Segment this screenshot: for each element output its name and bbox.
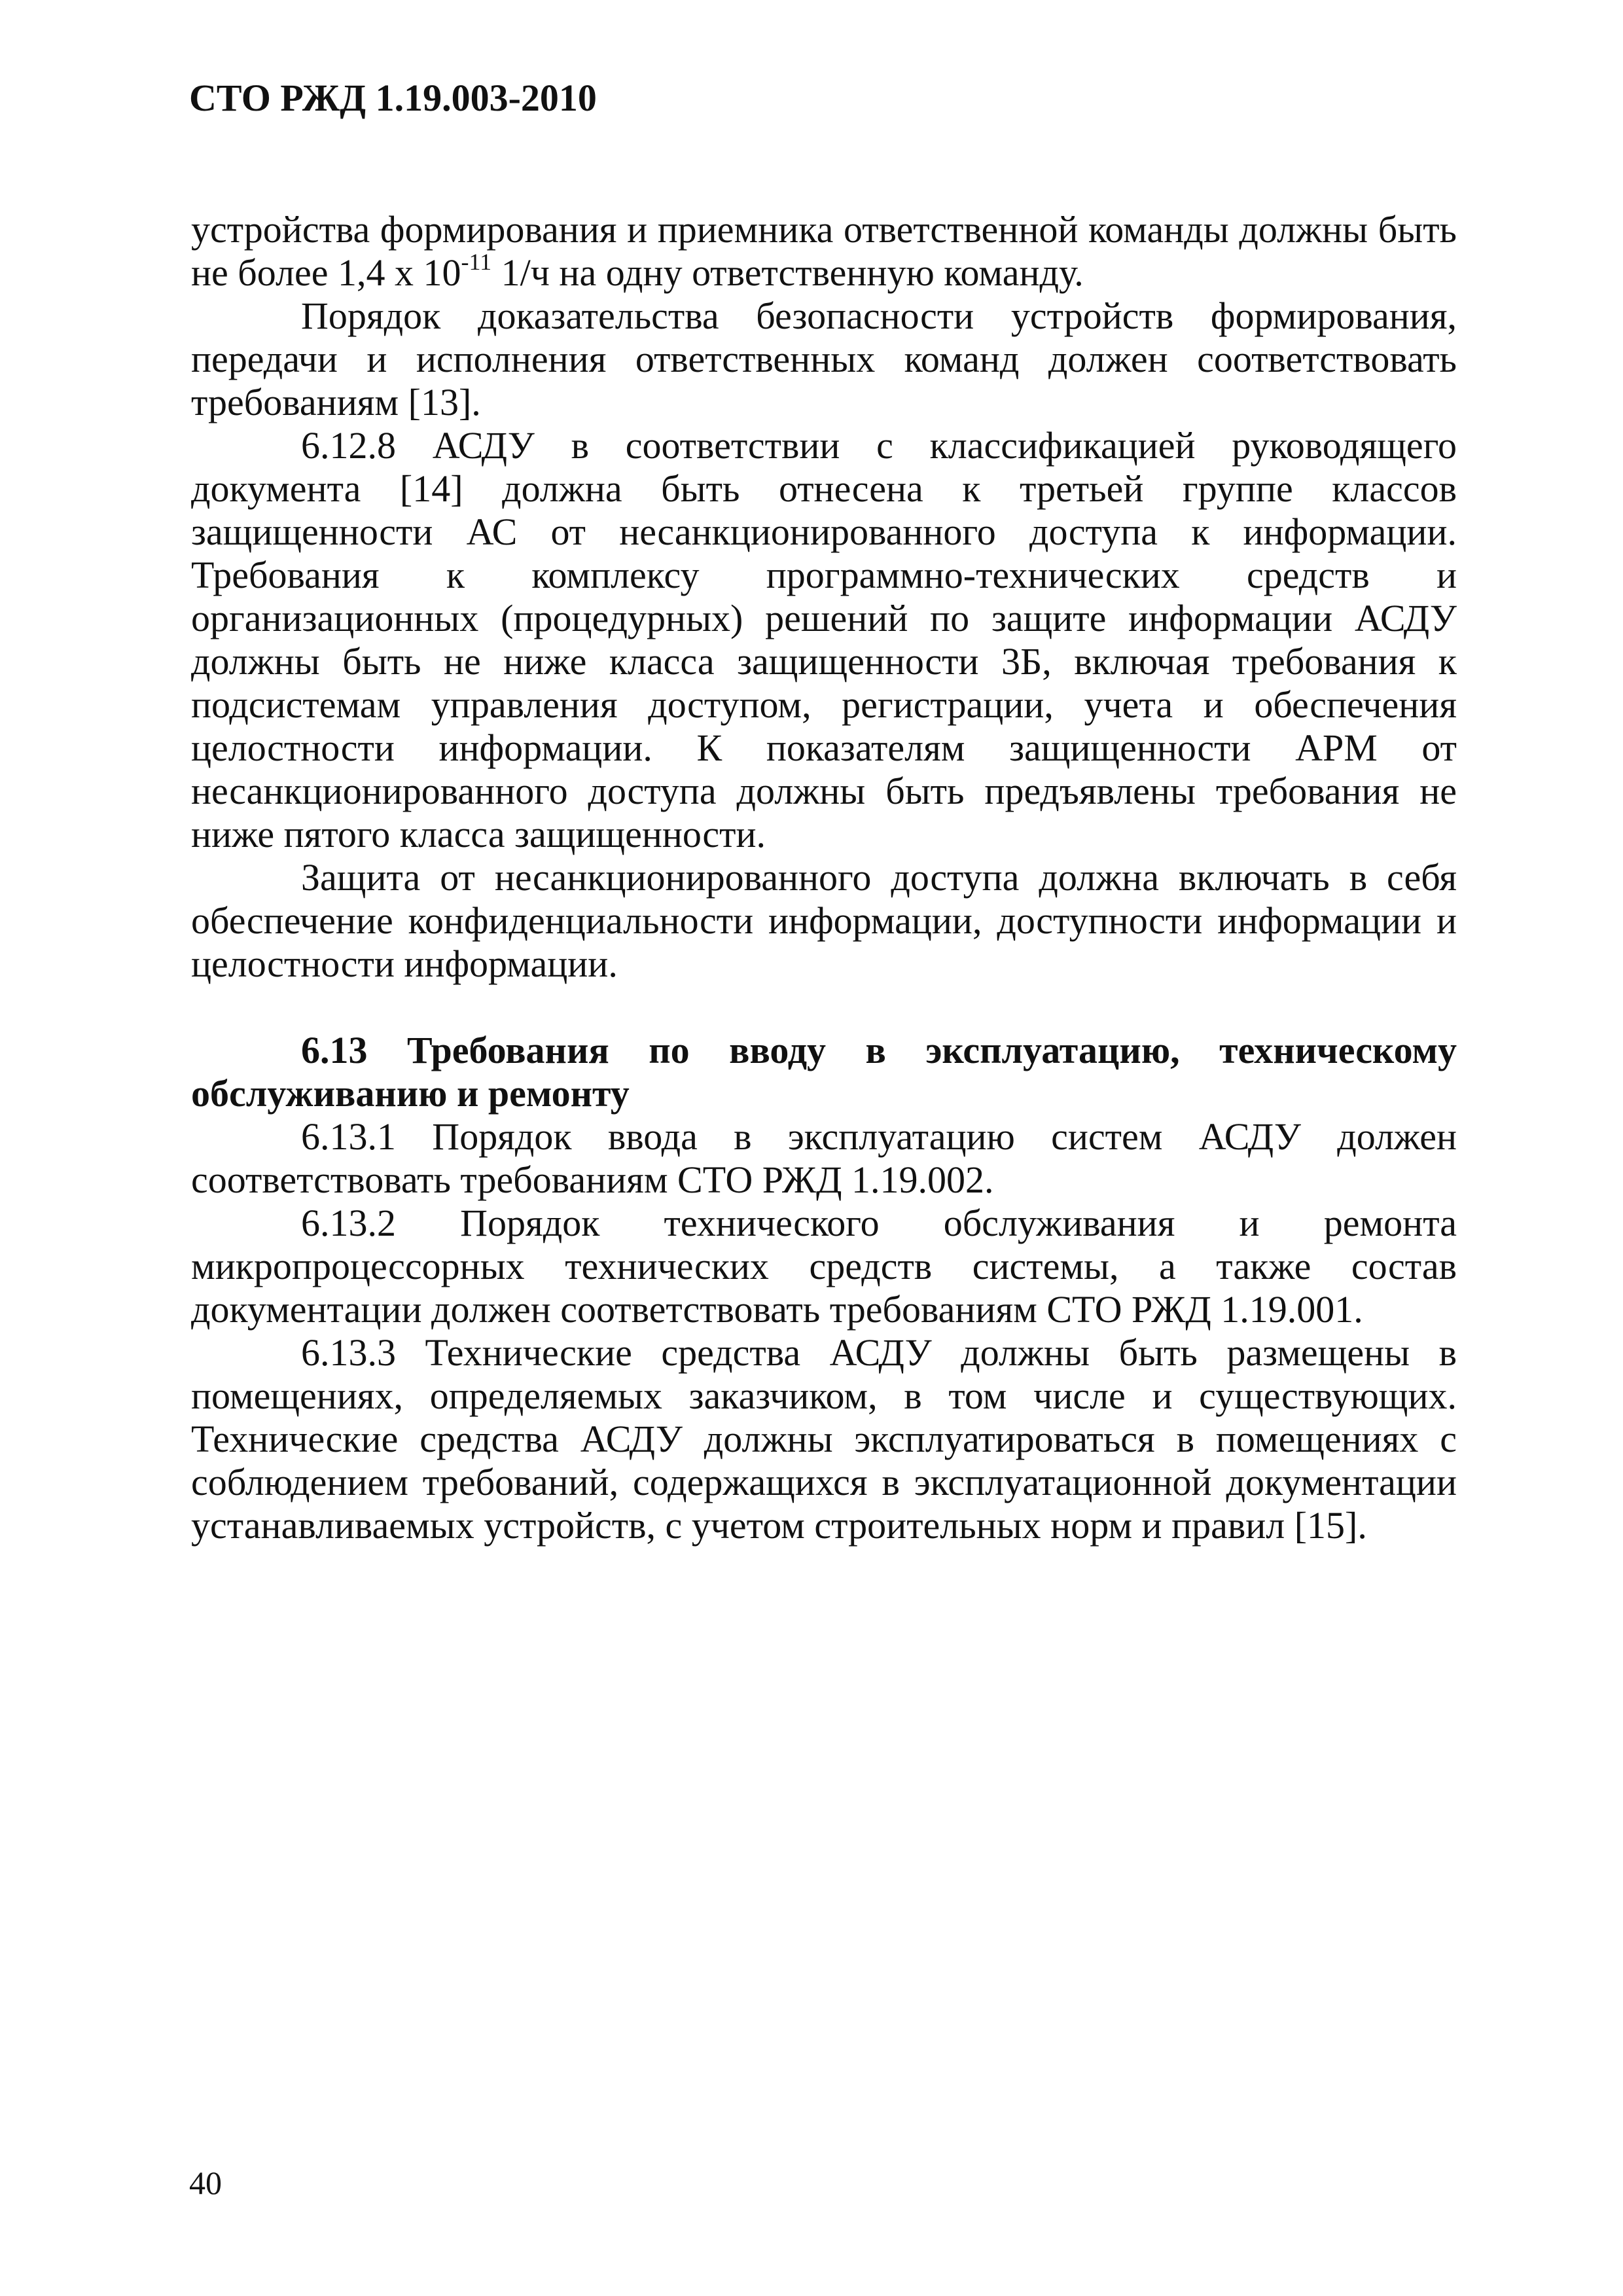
paragraph-continuation-tail: 1/ч на одну ответственную команду. bbox=[491, 251, 1084, 294]
clause-6-13-2: 6.13.2 Порядок технического обслуживания и ремонта микропроцессорных технических средств системы, а также состав документации должен соответствовать требованиям СТО РЖД 1.19.001. bbox=[191, 1202, 1457, 1331]
page-number: 40 bbox=[189, 2164, 222, 2201]
section-heading-6-13: 6.13 Требования по вводу в эксплуатацию, техническому обслуживанию и ремонту bbox=[191, 1029, 1457, 1115]
paragraph-continuation-text: устройства формирования и приемника ответственной команды должны быть не более 1,4 х 10 bbox=[191, 208, 1457, 294]
clause-6-13-3: 6.13.3 Технические средства АСДУ должны быть размещены в помещениях, определяемых заказчиком, в том числе и существующих. Технические средства АСДУ должны эксплуатироваться в помещениях с соблюдением требований, содержащихся в эксплуатационной документации устанавливаемых устройств, с учетом строительных норм и правил [15]. bbox=[191, 1331, 1457, 1547]
paragraph-continuation bbox=[191, 208, 1457, 295]
clause-6-12-8: 6.12.8 АСДУ в соответствии с классификацией руководящего документа [14] должна быть отнесена к третьей группе классов защищенности АС от несанкционированного доступа к информации. Требования к комплексу программно-технических средств и организационных (процедурных) решений по защите информации АСДУ должны быть не ниже класса защищенности 3Б, включая требования к подсистемам управления доступом, регистрации, учета и обеспечения целостности информации. К показателям защищенности АРМ от несанкционированного доступа должны быть предъявлены требования не ниже пятого класса защищенности. bbox=[191, 424, 1457, 855]
page-body bbox=[191, 208, 1457, 1547]
exponent: -11 bbox=[461, 249, 492, 275]
paragraph-unauthorized-access-protection: Защита от несанкционированного доступа должна включать в себя обеспечение конфиденциальности информации, доступности информации и целостности информации. bbox=[191, 856, 1457, 985]
clause-6-13-1: 6.13.1 Порядок ввода в эксплуатацию систем АСДУ должен соответствовать требованиям СТО РЖД 1.19.002. bbox=[191, 1115, 1457, 1201]
document-code-header: СТО РЖД 1.19.003-2010 bbox=[189, 77, 597, 119]
paragraph-safety-proof: Порядок доказательства безопасности устройств формирования, передачи и исполнения ответственных команд должен соответствовать требованиям [13]. bbox=[191, 295, 1457, 423]
